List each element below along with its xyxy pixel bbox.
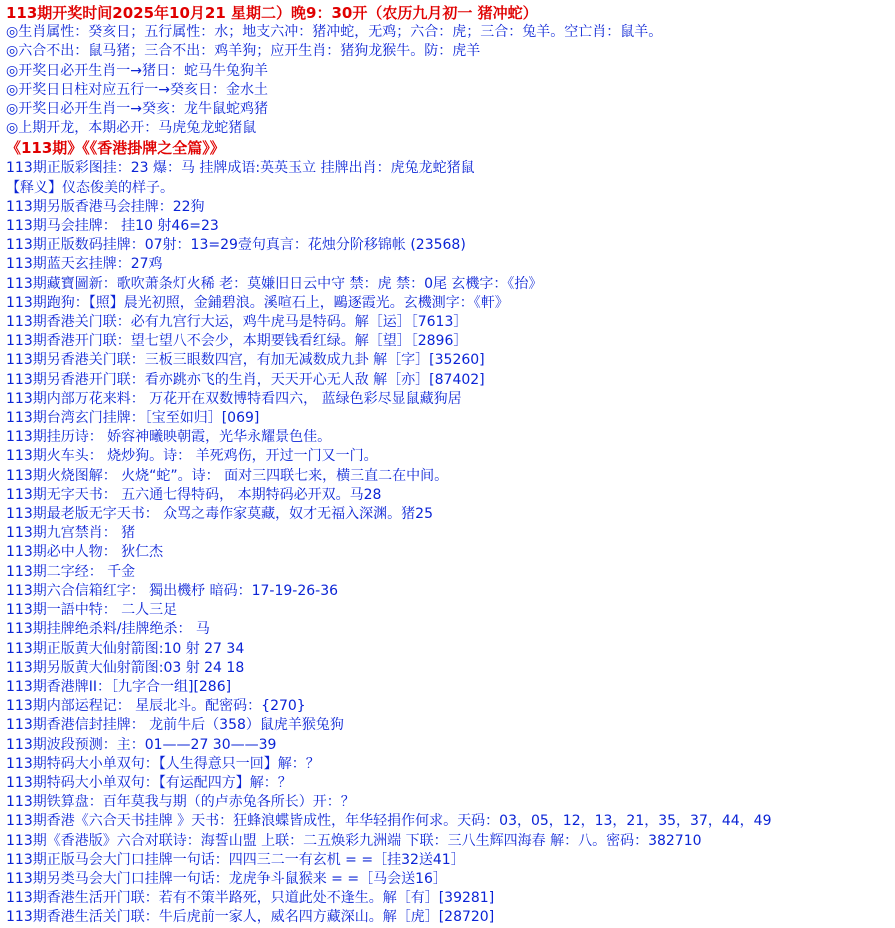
content-line-20: 113期九宫禁肖： 猪 <box>6 525 136 542</box>
content-line-18: 113期无字天书： 五六通七得特码， 本期特码必开双。马28 <box>6 486 382 503</box>
attribute-line-1: ◎生肖属性：癸亥日；五行属性：水；地支六冲：猪冲蛇，无鸡；六合：虎；三合：兔羊。空亡肖：鼠羊。 <box>6 24 663 41</box>
attribute-line-4: ◎开奖日日柱对应五行一→癸亥日：金水土 <box>6 81 268 98</box>
content-line-11: 113期另香港关门联：三板三眼数四宫，有加无减数成九卦 解［字］[35260] <box>6 352 485 369</box>
attribute-line-6: ◎上期开龙，本期必开：马虎兔龙蛇猪鼠 <box>6 120 257 137</box>
attributes-block <box>6 23 889 138</box>
content-line-28: 113期香港牌II：［九字合一组][286] <box>6 678 232 695</box>
content-line-35: 113期香港《六合天书挂牌 》天书：狂蜂浪蝶皆成性，年华轻捐作何求。天码：03，05，12，13，21，35，37，44，49 <box>6 813 772 830</box>
content-line-4: 113期马会挂牌： 挂10 射46=23 <box>6 218 219 235</box>
content-line-39: 113期香港生活开门联：若有不策半路死，只道此处不逢生。解［有］[39281] <box>6 890 495 907</box>
content-line-33: 113期特码大小单双句：【有运配四方】解：？ <box>6 774 292 791</box>
content-line-38: 113期另类马会大门口挂牌一句话：龙虎争斗鼠猴来 = =［马会送16］ <box>6 870 447 887</box>
content-line-19: 113期最老版无字天书： 众骂之毒作家莫藏，奴才无福入深渊。猪25 <box>6 506 433 523</box>
content-line-26: 113期正版黄大仙射箭图:10 射 27 34 <box>6 640 245 657</box>
draw-time-header: 113期开奖时间2025年10月21 星期二）晚9：30开（农历九月初一 猪冲蛇） <box>6 4 538 22</box>
content-line-1: 113期正版彩图挂：23 爆：马 挂牌成语:英英玉立 挂牌出肖：虎兔龙蛇猪鼠 <box>6 160 475 177</box>
content-line-25: 113期挂牌绝杀料/挂牌绝杀： 马 <box>6 621 210 638</box>
section-title: 《113期》《《香港掛牌之全篇》》 <box>6 139 225 158</box>
attribute-line-2: ◎六合不出：鼠马猪；三合不出：鸡羊狗；应开生肖：猪狗龙猴牛。防：虎羊 <box>6 43 481 60</box>
content-line-29: 113期内部运程记： 星辰北斗。配密码：{270} <box>6 698 306 715</box>
content-line-14: 113期台湾玄门挂牌：［宝至如归］[069] <box>6 410 260 427</box>
attribute-line-3: ◎开奖日必开生肖一→猪日：蛇马牛兔狗羊 <box>6 62 268 79</box>
content-line-22: 113期二字经： 千金 <box>6 563 136 580</box>
content-line-24: 113期一語中特： 二人三足 <box>6 602 178 619</box>
content-line-6: 113期蓝天玄挂牌：27鸡 <box>6 256 163 273</box>
content-line-32: 113期特码大小单双句：【人生得意只一回】解：？ <box>6 755 320 772</box>
content-line-3: 113期另版香港马会挂牌：22狗 <box>6 198 205 215</box>
content-line-16: 113期火车头： 烧炒狗。诗： 羊死鸡伤，开过一门又一门。 <box>6 448 378 465</box>
content-line-2: 【释义】仪态俊美的样子。 <box>6 179 174 196</box>
content-line-36: 113期《香港版》六合对联诗：海誓山盟 上联：二五焕彩九洲端 下联：三八生辉四海春 解：八。密码：382710 <box>6 832 702 849</box>
content-line-23: 113期六合信箱红字： 獨出機杼 暗码：17-19-26-36 <box>6 582 339 599</box>
content-line-40: 113期香港生活关门联：牛后虎前一家人，威名四方藏深山。解［虎］[28720] <box>6 909 495 926</box>
attribute-line-5: ◎开奖日必开生肖一→癸亥：龙牛鼠蛇鸡猪 <box>6 101 268 118</box>
content-line-5: 113期正版数码挂牌：07射：13=29壹句真言：花烛分阶移锦帐 (23568) <box>6 237 466 254</box>
content-line-27: 113期另版黄大仙射箭图:03 射 24 18 <box>6 659 245 676</box>
content-line-7: 113期藏寶圖新：歌吹萧条灯火稀 老：莫嫌旧日云中守 禁：虎 禁：0尾 玄機字：《抬》 <box>6 275 543 292</box>
content-line-13: 113期内部万花来料： 万花开在双数博特看四六， 蓝绿色彩尽显鼠藏狗居 <box>6 390 462 407</box>
content-line-9: 113期香港关门联：必有九宫行大运，鸡牛虎马是特码。解［运］［7613］ <box>6 314 468 331</box>
content-line-15: 113期挂历诗： 娇容神曦映朝霞，光华永耀景色佳。 <box>6 429 332 446</box>
content-line-12: 113期另香港开门联：看亦跳亦飞的生肖，天天开心无人敌 解［亦］[87402] <box>6 371 485 388</box>
content-line-10: 113期香港开门联：望七望八不会少，本期要钱看红绿。解［望］［2896］ <box>6 333 468 350</box>
content-line-8: 113期跑狗：【照】晨光初照，金鋪碧浪。溪喧石上，鷗逐霞光。玄機測字：《軒》 <box>6 294 509 311</box>
content-line-17: 113期火烧图解： 火烧“蛇”。诗： 面对三四联七来，横三直二在中间。 <box>6 467 449 484</box>
content-line-30: 113期香港信封挂牌： 龙前牛后（358）鼠虎羊猴兔狗 <box>6 717 344 734</box>
content-line-37: 113期正版马会大门口挂牌一句话：四四三二一有玄机 = =［挂32送41］ <box>6 851 465 868</box>
content-line-31: 113期波段预测：主：01——27 30——39 <box>6 736 277 753</box>
content-line-34: 113期铁算盘：百年莫我与期（的卢赤兔各所长）开：？ <box>6 794 355 811</box>
content-block <box>6 159 889 927</box>
content-line-21: 113期必中人物： 狄仁杰 <box>6 544 164 561</box>
